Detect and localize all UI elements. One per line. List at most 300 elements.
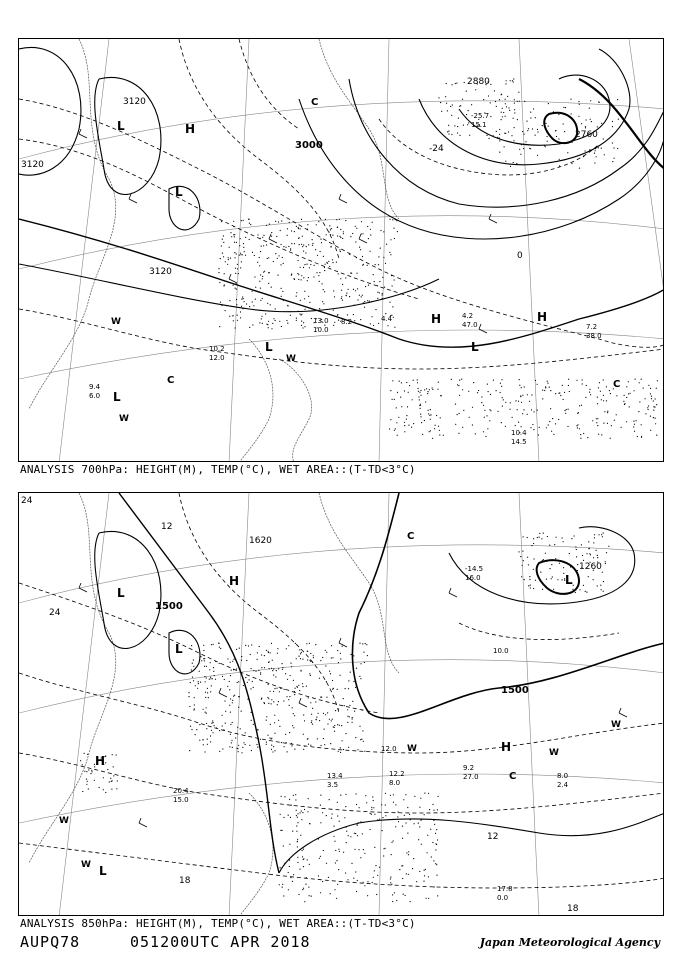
wet-area-dot bbox=[290, 675, 291, 676]
wet-area-dot bbox=[524, 579, 525, 580]
wet-area-dot bbox=[266, 742, 267, 743]
wet-area-dot bbox=[320, 822, 321, 823]
wet-area-dot bbox=[242, 254, 243, 255]
wet-area-dot bbox=[260, 274, 261, 275]
wet-area-dot bbox=[264, 655, 265, 656]
wet-area-dot bbox=[345, 277, 346, 278]
wet-area-dot bbox=[303, 322, 304, 323]
wet-area-dot bbox=[559, 563, 560, 564]
wet-area-dot bbox=[268, 703, 269, 704]
wet-area-dot bbox=[368, 285, 369, 286]
wet-area-dot bbox=[517, 409, 518, 410]
wet-area-dot bbox=[382, 293, 383, 294]
wet-area-dot bbox=[238, 681, 239, 682]
wet-area-dot bbox=[531, 545, 532, 546]
wet-area-dot bbox=[399, 381, 400, 382]
wet-area-dot bbox=[294, 243, 295, 244]
wet-area-dot bbox=[352, 233, 353, 234]
wet-area-dot bbox=[499, 99, 500, 100]
wet-area-dot bbox=[352, 701, 353, 702]
wet-area-dot bbox=[487, 384, 488, 385]
wet-area-dot bbox=[432, 389, 433, 390]
wet-area-dot bbox=[490, 84, 491, 85]
wet-area-dot bbox=[399, 869, 400, 870]
wet-area-dot bbox=[278, 668, 279, 669]
wet-area-dot bbox=[513, 162, 514, 163]
wet-area-dot bbox=[270, 724, 271, 725]
wet-area-dot bbox=[318, 713, 319, 714]
wet-area-dot bbox=[408, 851, 409, 852]
wet-area-dot bbox=[613, 147, 614, 148]
wet-area-dot bbox=[651, 398, 652, 399]
wet-area-dot bbox=[300, 228, 301, 229]
wet-area-dot bbox=[524, 386, 525, 387]
wet-area-dot bbox=[189, 706, 190, 707]
wet-area-dot bbox=[291, 745, 292, 746]
wet-area-dot bbox=[359, 295, 360, 296]
wet-area-dot bbox=[333, 290, 334, 291]
wet-area-dot bbox=[357, 835, 358, 836]
wet-area-dot bbox=[321, 745, 322, 746]
wet-area-dot bbox=[634, 390, 635, 391]
wet-area-dot bbox=[260, 300, 261, 301]
wet-area-dot bbox=[359, 643, 360, 644]
wet-area-dot bbox=[616, 395, 617, 396]
wet-area-dot bbox=[206, 713, 207, 714]
wet-area-dot bbox=[362, 833, 363, 834]
wet-area-dot bbox=[601, 123, 602, 124]
wet-area-dot bbox=[243, 220, 244, 221]
wet-area-dot bbox=[287, 305, 288, 306]
wet-area-dot bbox=[308, 244, 309, 245]
wet-area-dot bbox=[251, 644, 252, 645]
wet-area-dot bbox=[400, 397, 401, 398]
wet-area-dot bbox=[233, 221, 234, 222]
wet-area-dot bbox=[571, 163, 572, 164]
wet-area-dot bbox=[394, 279, 395, 280]
wet-area-dot bbox=[360, 857, 361, 858]
wet-area-dot bbox=[286, 648, 287, 649]
wet-area-dot bbox=[235, 288, 236, 289]
wet-area-dot bbox=[420, 820, 421, 821]
wet-area-dot bbox=[510, 402, 511, 403]
wet-area-dot bbox=[349, 296, 350, 297]
wet-area-dot bbox=[319, 720, 320, 721]
wet-area-dot bbox=[577, 413, 578, 414]
wet-area-dot bbox=[542, 398, 543, 399]
wet-area-dot bbox=[309, 267, 310, 268]
wet-area-dot bbox=[270, 652, 271, 653]
wet-area-dot bbox=[545, 123, 546, 124]
wet-area-dot bbox=[310, 702, 311, 703]
wet-area-dot bbox=[433, 810, 434, 811]
wet-area-dot bbox=[214, 725, 215, 726]
wet-area-dot bbox=[349, 705, 350, 706]
wet-area-dot bbox=[373, 325, 374, 326]
wet-area-dot bbox=[203, 645, 204, 646]
wet-area-dot bbox=[236, 242, 237, 243]
wet-area-dot bbox=[612, 142, 613, 143]
wet-area-dot bbox=[303, 734, 304, 735]
wet-area-dot bbox=[303, 888, 304, 889]
wet-area-dot bbox=[233, 285, 234, 286]
wet-area-dot bbox=[271, 738, 272, 739]
wet-area-dot bbox=[389, 428, 390, 429]
wet-area-dot bbox=[351, 863, 352, 864]
wet-area-dot bbox=[257, 262, 258, 263]
wet-area-dot bbox=[331, 228, 332, 229]
wet-area-dot bbox=[297, 273, 298, 274]
wet-area-dot bbox=[229, 316, 230, 317]
high-center-symbol: H bbox=[431, 312, 442, 326]
wet-area-dot bbox=[266, 744, 267, 745]
wet-area-dot bbox=[320, 251, 321, 252]
wet-area-dot bbox=[336, 219, 337, 220]
cold-center-symbol: C bbox=[613, 379, 621, 390]
wet-area-dot bbox=[373, 800, 374, 801]
wet-area-dot bbox=[303, 749, 304, 750]
wet-area-dot bbox=[469, 135, 470, 136]
wet-area-dot bbox=[549, 421, 550, 422]
wet-area-dot bbox=[604, 154, 605, 155]
wet-area-dot bbox=[637, 436, 638, 437]
wet-area-dot bbox=[408, 874, 409, 875]
wet-area-dot bbox=[375, 264, 376, 265]
wet-area-dot bbox=[489, 138, 490, 139]
wet-area-dot bbox=[230, 675, 231, 676]
wet-area-dot bbox=[284, 689, 285, 690]
wet-area-dot bbox=[283, 246, 284, 247]
wet-area-dot bbox=[249, 327, 250, 328]
wet-area-dot bbox=[332, 235, 333, 236]
wet-area-dot bbox=[430, 409, 431, 410]
station-value: -25.7 bbox=[471, 112, 490, 120]
wet-area-dot bbox=[345, 806, 346, 807]
wet-area-dot bbox=[351, 273, 352, 274]
wet-area-dot bbox=[304, 298, 305, 299]
wet-area-dot bbox=[349, 716, 350, 717]
wet-area-dot bbox=[198, 683, 199, 684]
wet-area-dot bbox=[483, 405, 484, 406]
wet-area-dot bbox=[598, 147, 599, 148]
wet-area-dot bbox=[557, 579, 558, 580]
wet-area-dot bbox=[223, 256, 224, 257]
wet-area-dot bbox=[405, 822, 406, 823]
wet-area-dot bbox=[233, 234, 234, 235]
wet-area-dot bbox=[311, 318, 312, 319]
wet-area-dot bbox=[335, 710, 336, 711]
wet-area-dot bbox=[263, 235, 264, 236]
wet-area-dot bbox=[210, 741, 211, 742]
wet-area-dot bbox=[403, 799, 404, 800]
wet-area-dot bbox=[382, 298, 383, 299]
wet-area-dot bbox=[389, 302, 390, 303]
wet-area-dot bbox=[468, 122, 469, 123]
wet-area-dot bbox=[528, 585, 529, 586]
wet-area-dot bbox=[628, 393, 629, 394]
wet-area-dot bbox=[261, 318, 262, 319]
wet-area-dot bbox=[393, 794, 394, 795]
wet-area-dot bbox=[539, 537, 540, 538]
wet-area-dot bbox=[262, 276, 263, 277]
wet-area-dot bbox=[328, 877, 329, 878]
wet-area-dot bbox=[289, 799, 290, 800]
wet-area-dot bbox=[309, 864, 310, 865]
wet-area-dot bbox=[277, 653, 278, 654]
wet-area-dot bbox=[544, 390, 545, 391]
wet-area-dot bbox=[586, 119, 587, 120]
wet-area-dot bbox=[567, 152, 568, 153]
wet-area-dot bbox=[310, 675, 311, 676]
wet-area-dot bbox=[432, 438, 433, 439]
contour-label: 18 bbox=[179, 876, 191, 886]
wet-area-dot bbox=[518, 401, 519, 402]
wet-area-dot bbox=[331, 657, 332, 658]
wet-area-dot bbox=[327, 712, 328, 713]
wet-area-dot bbox=[112, 780, 113, 781]
wet-area-dot bbox=[342, 300, 343, 301]
wet-area-dot bbox=[438, 796, 439, 797]
pressure-centers-850 bbox=[59, 531, 621, 878]
wet-area-dot bbox=[583, 585, 584, 586]
wet-area-dot bbox=[579, 104, 580, 105]
wet-area-dot bbox=[651, 396, 652, 397]
wet-area-dot bbox=[318, 275, 319, 276]
wet-area-dot bbox=[426, 388, 427, 389]
wet-area-dot bbox=[337, 802, 338, 803]
wet-area-dot bbox=[527, 537, 528, 538]
wet-area-dot bbox=[204, 676, 205, 677]
wet-area-dot bbox=[290, 248, 291, 249]
contour-label: 3000 bbox=[295, 140, 323, 151]
wet-area-dot bbox=[521, 576, 522, 577]
wet-area-dot bbox=[376, 894, 377, 895]
wet-area-dot bbox=[338, 751, 339, 752]
wet-area-dot bbox=[231, 742, 232, 743]
wet-area-dot bbox=[553, 589, 554, 590]
wet-area-dot bbox=[322, 812, 323, 813]
wet-area-dot bbox=[289, 844, 290, 845]
wet-area-dot bbox=[268, 698, 269, 699]
wet-area-dot bbox=[275, 676, 276, 677]
wet-area-dot bbox=[464, 82, 465, 83]
wet-area-dot bbox=[565, 107, 566, 108]
wet-area-dot bbox=[597, 126, 598, 127]
wet-area-dot bbox=[458, 433, 459, 434]
wet-area-dot bbox=[466, 114, 467, 115]
wet-area-dot bbox=[440, 102, 441, 103]
wet-area-dot bbox=[334, 322, 335, 323]
wet-area-dot bbox=[222, 239, 223, 240]
wet-area-dot bbox=[529, 148, 530, 149]
wet-area-dot bbox=[282, 291, 283, 292]
wet-area-dot bbox=[262, 237, 263, 238]
wet-area-dot bbox=[257, 234, 258, 235]
wet-area-dot bbox=[241, 220, 242, 221]
wet-area-dot bbox=[237, 320, 238, 321]
wet-area-dot bbox=[332, 259, 333, 260]
wet-area-dot bbox=[533, 108, 534, 109]
wet-area-dot bbox=[223, 242, 224, 243]
wet-area-dot bbox=[356, 273, 357, 274]
wet-area-dot bbox=[316, 719, 317, 720]
wet-area-dot bbox=[225, 723, 226, 724]
wet-area-dot bbox=[271, 236, 272, 237]
wet-area-dot bbox=[502, 108, 503, 109]
wet-area-dot bbox=[275, 221, 276, 222]
wet-area-dot bbox=[501, 422, 502, 423]
wet-area-dot bbox=[267, 697, 268, 698]
wet-area-dot bbox=[589, 553, 590, 554]
wet-area-dot bbox=[290, 877, 291, 878]
wet-area-dot bbox=[523, 148, 524, 149]
wet-area-dot bbox=[490, 410, 491, 411]
wet-area-dot bbox=[407, 833, 408, 834]
wet-area-dot bbox=[272, 323, 273, 324]
wet-area-dot bbox=[206, 728, 207, 729]
wet-area-dot bbox=[418, 839, 419, 840]
wet-area-dot bbox=[237, 264, 238, 265]
wet-area-dot bbox=[230, 698, 231, 699]
wet-area-dot bbox=[454, 125, 455, 126]
wet-area-dot bbox=[545, 553, 546, 554]
wet-area-dot bbox=[205, 697, 206, 698]
station-value: 0.0 bbox=[497, 894, 509, 902]
wet-area-dot bbox=[532, 128, 533, 129]
wet-area-dot bbox=[312, 708, 313, 709]
wet-area-dot bbox=[299, 649, 300, 650]
high-center-symbol: H bbox=[501, 740, 512, 754]
wet-area-dot bbox=[331, 818, 332, 819]
wet-area-dot bbox=[212, 720, 213, 721]
wet-area-dot bbox=[626, 421, 627, 422]
wet-area-dot bbox=[360, 663, 361, 664]
wet-area-dot bbox=[213, 722, 214, 723]
wet-area-dot bbox=[516, 163, 517, 164]
wet-area-dot bbox=[564, 392, 565, 393]
wet-area-dot bbox=[224, 700, 225, 701]
wet-area-dot bbox=[250, 654, 251, 655]
wet-area-dot bbox=[261, 667, 262, 668]
wet-area-dot bbox=[359, 726, 360, 727]
wet-area-dot bbox=[365, 286, 366, 287]
wet-area-dot bbox=[340, 752, 341, 753]
wet-area-dot bbox=[340, 251, 341, 252]
wet-area-dot bbox=[331, 645, 332, 646]
wet-area-dot bbox=[302, 850, 303, 851]
cold-center-symbol: C bbox=[509, 771, 517, 782]
wet-area-dot bbox=[337, 689, 338, 690]
wet-area-dot bbox=[270, 691, 271, 692]
wet-area-dot bbox=[469, 417, 470, 418]
wind-barbs-700 bbox=[79, 129, 497, 333]
map-panel-700hpa bbox=[18, 38, 664, 462]
wet-area-dot bbox=[304, 291, 305, 292]
wet-area-dot bbox=[320, 805, 321, 806]
wet-area-dot bbox=[436, 415, 437, 416]
wet-area-dot bbox=[84, 753, 85, 754]
wet-area-dot bbox=[232, 722, 233, 723]
wet-area-dot bbox=[583, 560, 584, 561]
wet-area-dot bbox=[356, 228, 357, 229]
wet-area-dot bbox=[267, 303, 268, 304]
wet-area-dot bbox=[302, 659, 303, 660]
wet-area-dot bbox=[239, 255, 240, 256]
wet-area-dot bbox=[401, 406, 402, 407]
wet-area-dot bbox=[213, 667, 214, 668]
wet-area-dot bbox=[603, 581, 604, 582]
wet-area-dot bbox=[448, 125, 449, 126]
wet-area-dot bbox=[197, 688, 198, 689]
wet-area-dot bbox=[261, 654, 262, 655]
wet-area-dot bbox=[510, 80, 511, 81]
wet-area-dot bbox=[274, 750, 275, 751]
warm-center-symbol: W bbox=[119, 414, 129, 424]
wet-area-dot bbox=[203, 709, 204, 710]
wet-area-dot bbox=[196, 729, 197, 730]
wet-area-dot bbox=[420, 404, 421, 405]
wet-area-dot bbox=[86, 779, 87, 780]
wet-area-dot bbox=[291, 274, 292, 275]
wet-area-dot bbox=[597, 397, 598, 398]
wet-area-dot bbox=[639, 382, 640, 383]
wet-area-dot bbox=[568, 409, 569, 410]
wet-area-dot bbox=[523, 536, 524, 537]
wet-area-dot bbox=[394, 399, 395, 400]
wet-area-dot bbox=[560, 395, 561, 396]
wet-area-dot bbox=[591, 121, 592, 122]
wet-area-dot bbox=[543, 559, 544, 560]
wet-area-dot bbox=[275, 320, 276, 321]
wet-area-dot bbox=[91, 771, 92, 772]
wet-area-dot bbox=[295, 799, 296, 800]
wet-area-dot bbox=[309, 823, 310, 824]
wet-area-dot bbox=[116, 754, 117, 755]
wet-area-dot bbox=[233, 696, 234, 697]
wet-area-dot bbox=[294, 694, 295, 695]
station-value: 10.0 bbox=[493, 647, 509, 655]
wet-area-dot bbox=[395, 826, 396, 827]
wet-area-dot bbox=[310, 653, 311, 654]
wet-area-dot bbox=[483, 431, 484, 432]
wet-area-dot bbox=[354, 833, 355, 834]
wet-area-dot bbox=[428, 413, 429, 414]
wet-area-dot bbox=[198, 681, 199, 682]
wet-area-dot bbox=[514, 103, 515, 104]
wet-area-dot bbox=[411, 427, 412, 428]
wet-area-dot bbox=[271, 328, 272, 329]
wet-area-dot bbox=[538, 434, 539, 435]
wet-area-dot bbox=[530, 587, 531, 588]
wet-area-dot bbox=[203, 650, 204, 651]
contour-label: 2760 bbox=[575, 130, 598, 140]
wet-area-dot bbox=[419, 399, 420, 400]
wet-area-dot bbox=[488, 95, 489, 96]
wet-area-dot bbox=[299, 244, 300, 245]
wet-area-dot bbox=[195, 685, 196, 686]
wet-area-dot bbox=[323, 738, 324, 739]
wet-area-dot bbox=[371, 807, 372, 808]
wet-area-dot bbox=[332, 689, 333, 690]
wet-area-dot bbox=[503, 112, 504, 113]
wet-area-dot bbox=[302, 683, 303, 684]
wet-area-dot bbox=[522, 395, 523, 396]
wet-area-dot bbox=[86, 784, 87, 785]
wet-area-dot bbox=[385, 848, 386, 849]
wet-area-dot bbox=[585, 397, 586, 398]
wet-area-dot bbox=[508, 107, 509, 108]
wet-area-dot bbox=[249, 306, 250, 307]
